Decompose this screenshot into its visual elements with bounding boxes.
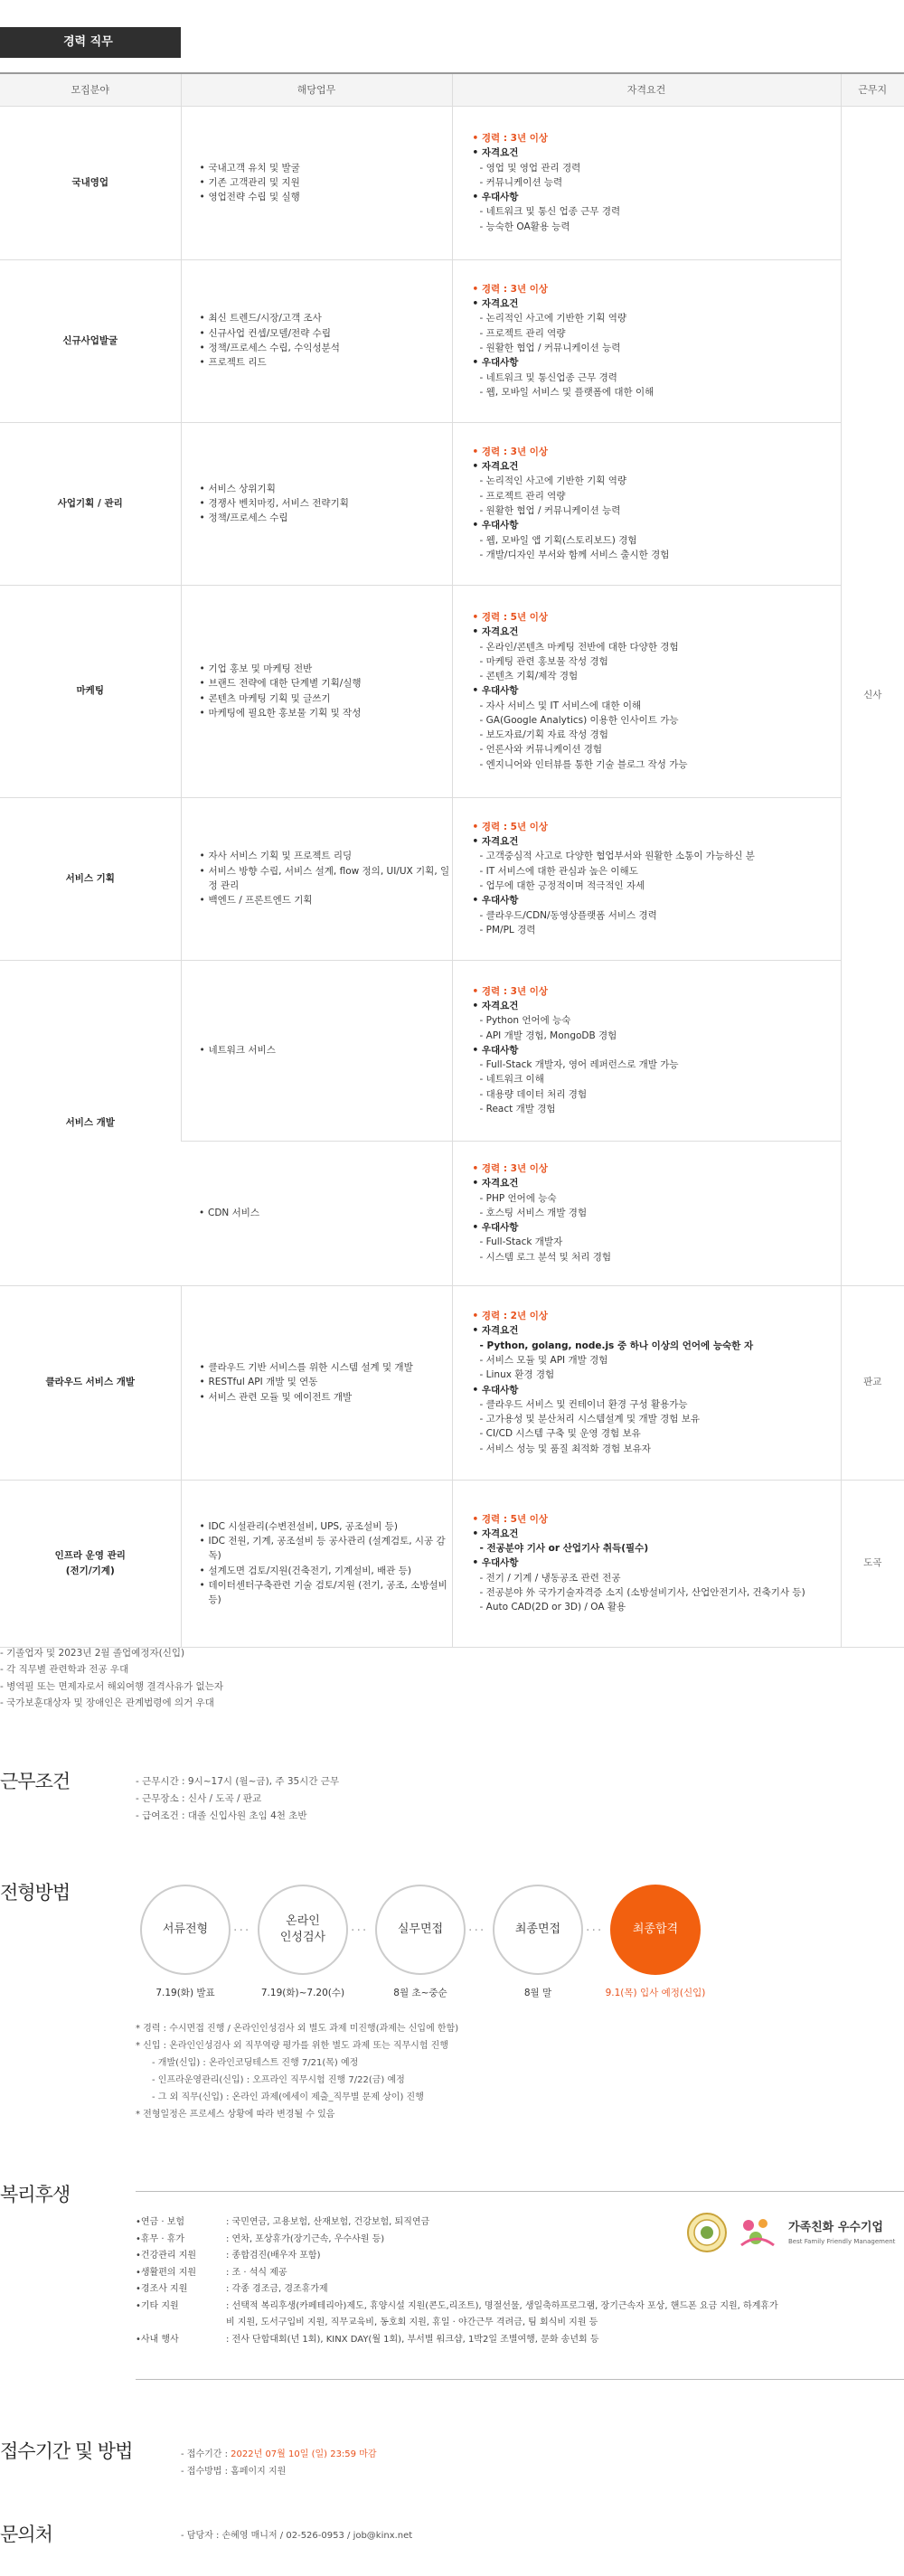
pref-heading: • 우대사항 xyxy=(472,357,519,369)
job-area: 국내영업 xyxy=(0,106,181,259)
job-tasks xyxy=(181,106,452,259)
note-item: - 병역필 또는 면제자로서 해외여행 결격사유가 없는자 xyxy=(0,1680,223,1692)
benefit-key: •건강관리 지원 xyxy=(136,2251,197,2261)
task-item: • 자사 서비스 기획 및 프로젝트 리딩 xyxy=(200,849,452,863)
qual-item: - 프로젝트 관리 역량 xyxy=(479,327,566,339)
qual-item: - Python, golang, node.js 중 하나 이상의 언어에 능숙한 자 xyxy=(479,1340,754,1351)
pref-item: - Auto CAD(2D or 3D) / OA 활용 xyxy=(479,1602,626,1613)
pref-item: - 네트워크 및 통신 업종 근무 경력 xyxy=(479,206,621,218)
table-row xyxy=(0,1285,904,1480)
pref-item: - 대용량 데이터 처리 경험 xyxy=(479,1088,588,1100)
qual-heading: • 자격요건 xyxy=(472,298,519,310)
work-location: 판교 xyxy=(841,1285,904,1480)
logo-title: 가족친화 우수기업 xyxy=(788,2220,883,2234)
task-item: • IDC 전원, 기계, 공조설비 등 공사관리 (설계검토, 시공 감독) xyxy=(200,1534,452,1564)
conditions-list xyxy=(136,1773,339,1825)
qual-item: - 영업 및 영업 관리 경력 xyxy=(479,162,581,174)
qual-heading: • 자격요건 xyxy=(472,1325,519,1337)
condition-item: - 근무시간 : 9시~17시 (월~금), 주 35시간 근무 xyxy=(136,1776,340,1787)
benefit-value: : 선택적 복리후생(카페테리아)제도, 휴양시설 지원(콘도,리조트), 명절선물, 생일축하프로그램, 장기근속자 포상, 핸드폰 요금 지원, 하계휴가비 지원, 도서구입비 지원, 직무교육비, 동호회 지원, 휴일 · 야간근무 격려금, 팀 회식비 지원 등 xyxy=(226,2300,778,2327)
process-step xyxy=(375,1885,466,1975)
qual-heading: • 자격요건 xyxy=(472,836,519,848)
experience-required: • 경력 : 2년 이상 xyxy=(472,1311,549,1322)
section-badge: 경력 직무 xyxy=(0,27,181,58)
job-tasks xyxy=(181,585,452,797)
qual-item: - 프로젝트 관리 역량 xyxy=(479,490,566,502)
qual-item: - 원활한 협업 / 커뮤니케이션 능력 xyxy=(479,505,621,516)
job-tasks xyxy=(181,797,452,960)
job-requirements xyxy=(452,1141,841,1285)
pref-heading: • 우대사항 xyxy=(472,685,519,697)
pref-item: - 언론사와 커뮤니케이션 경험 xyxy=(479,744,603,756)
job-requirements xyxy=(452,797,841,960)
task-item: • 신규사업 컨셉/모델/전략 수립 xyxy=(200,326,452,341)
process-note: * 전형일정은 프로세스 상황에 따라 변경될 수 있음 xyxy=(136,2110,335,2120)
qual-item: - Linux 환경 경험 xyxy=(479,1369,555,1381)
pref-heading: • 우대사항 xyxy=(472,520,519,531)
qual-item: - Python 언어에 능숙 xyxy=(479,1015,571,1027)
qual-item: - 호스팅 서비스 개발 경험 xyxy=(479,1207,588,1218)
step-connector: ··· xyxy=(586,1923,604,1938)
note-item: - 국가보훈대상자 및 장애인은 관계법령에 의거 우대 xyxy=(0,1697,214,1709)
apply-period-label: - 접수기간 : xyxy=(181,2449,231,2459)
qual-item: - 마케팅 관련 홍보물 작성 경험 xyxy=(479,655,608,667)
pref-item: - 전기 / 기계 / 냉동공조 관련 전공 xyxy=(479,1572,621,1584)
job-tasks xyxy=(181,422,452,585)
process-step-label: 최종합격 xyxy=(632,1922,679,1936)
process-note: * 신입 : 온라인인성검사 외 직무역량 평가를 위한 별도 과제 또는 직무시험 진행 xyxy=(136,2041,448,2051)
table-header: 자격요건 xyxy=(452,73,841,106)
pref-item: - Full-Stack 개발자, 영어 레퍼런스로 개발 가능 xyxy=(479,1059,679,1071)
task-item: • 기존 고객관리 및 지원 xyxy=(200,175,452,190)
job-area: 서비스 기획 xyxy=(0,797,181,960)
task-item: • 마케팅에 필요한 홍보물 기획 및 작성 xyxy=(200,706,452,720)
benefit-value: : 전사 단합대회(년 1회), KINX DAY(월 1회), 부서별 워크샵, 1박2일 조별여행, 문화 송년회 등 xyxy=(226,2334,599,2345)
qual-item: - 전공분야 기사 or 산업기사 취득(필수) xyxy=(479,1543,649,1555)
table-header: 근무지 xyxy=(841,73,904,106)
job-tasks xyxy=(181,1141,452,1285)
process-step-label: 최종면접 xyxy=(514,1922,561,1936)
job-tasks xyxy=(181,259,452,422)
benefit-value: : 연차, 포상휴가(장기근속, 우수사원 등) xyxy=(226,2233,385,2244)
benefit-value: : 각종 경조금, 경조휴가제 xyxy=(226,2284,328,2294)
qual-item: - 콘텐츠 기획/제작 경험 xyxy=(479,671,579,682)
table-row xyxy=(0,1480,904,1647)
job-area: 클라우드 서비스 개발 xyxy=(0,1285,181,1480)
job-requirements xyxy=(452,259,841,422)
benefit-key: •휴무 · 휴가 xyxy=(136,2233,185,2244)
condition-item: - 급여조건 : 대졸 신입사원 초임 4천 초반 xyxy=(136,1810,307,1821)
pref-item: - 네트워크 및 통신업종 근무 경력 xyxy=(479,371,617,383)
table-row xyxy=(0,585,904,797)
process-step xyxy=(610,1885,701,1975)
job-requirements xyxy=(452,960,841,1141)
note-item: - 각 직무별 관련학과 전공 우대 xyxy=(0,1664,129,1676)
apply-period-value: 2022년 07월 10일 (일) 23:59 마감 xyxy=(231,2449,377,2459)
pref-heading: • 우대사항 xyxy=(472,895,519,907)
job-tasks xyxy=(181,1480,452,1647)
qual-heading: • 자격요건 xyxy=(472,461,519,473)
process-step xyxy=(140,1885,231,1975)
process-step-date: 8월 말 xyxy=(523,1988,552,1998)
process-step-date: 8월 초~중순 xyxy=(393,1988,447,1998)
family-logo-text xyxy=(788,2219,895,2247)
pref-heading: • 우대사항 xyxy=(472,1557,519,1569)
table-header: 모집분야 xyxy=(0,73,181,106)
job-area: 인프라 운영 관리 (전기/기계) xyxy=(0,1480,181,1647)
divider xyxy=(136,2191,904,2192)
experience-required: • 경력 : 3년 이상 xyxy=(472,283,549,295)
qual-heading: • 자격요건 xyxy=(472,1178,519,1189)
experience-required: • 경력 : 3년 이상 xyxy=(472,1163,549,1175)
job-area: 마케팅 xyxy=(0,585,181,797)
work-location: 신사 xyxy=(841,106,904,1285)
table-row xyxy=(0,960,904,1141)
benefit-value: : 종합검진(배우자 포함) xyxy=(226,2251,321,2261)
pref-heading: • 우대사항 xyxy=(472,1384,519,1396)
task-item: • 영업전략 수립 및 실행 xyxy=(200,190,452,204)
experience-required: • 경력 : 5년 이상 xyxy=(472,821,549,832)
conditions-title: 근무조건 xyxy=(0,1771,71,1792)
contact-info: - 담당자 : 손혜영 매니저 / 02-526-0953 / job@kinx.net xyxy=(181,2531,413,2541)
task-item: • 백엔드 / 프론트엔드 기획 xyxy=(200,893,452,907)
qual-item: - 원활한 협업 / 커뮤니케이션 능력 xyxy=(479,343,621,353)
step-connector: ··· xyxy=(233,1923,251,1938)
qual-item: - 온라인/콘텐츠 마케팅 전반에 대한 다양한 경험 xyxy=(479,641,679,653)
benefit-key: •기타 지원 xyxy=(136,2300,179,2311)
task-item: • 정책/프로세스 수립 xyxy=(200,511,452,525)
task-item: • 서비스 관련 모듈 및 에이전트 개발 xyxy=(200,1390,452,1405)
qual-item: - 서비스 모듈 및 API 개발 경험 xyxy=(479,1354,608,1366)
certification-seal-icon xyxy=(687,2213,727,2252)
pref-item: - CI/CD 시스템 구축 및 운영 경험 보유 xyxy=(479,1428,641,1440)
benefit-row xyxy=(136,2299,786,2332)
benefit-key: •생활편의 지원 xyxy=(136,2267,197,2278)
family-logo-icon xyxy=(738,2214,777,2251)
task-item: • 브랜드 전략에 대한 단계별 기획/실행 xyxy=(200,676,452,691)
process-notes xyxy=(136,2020,458,2123)
eligibility-notes xyxy=(0,1645,223,1712)
table-header-row xyxy=(0,73,904,106)
family-friendly-logos xyxy=(687,2213,895,2252)
pref-item: - React 개발 경험 xyxy=(479,1103,556,1114)
pref-item: - 서비스 성능 및 품질 최적화 경험 보유자 xyxy=(479,1443,651,1454)
process-step-date: 7.19(화) 발표 xyxy=(155,1988,215,1998)
benefits-title: 복리후생 xyxy=(0,2184,71,2205)
job-requirements xyxy=(452,106,841,259)
task-item: • 서비스 방향 수립, 서비스 설계, flow 정의, UI/UX 기획, 일정 관리 xyxy=(200,864,452,894)
process-step-label: 서류전형 xyxy=(162,1922,209,1936)
qual-heading: • 자격요건 xyxy=(472,626,519,638)
pref-item: - 웹, 모바일 서비스 및 플랫폼에 대한 이해 xyxy=(479,386,654,398)
task-item: • 클라우드 기반 서비스를 위한 시스템 설계 및 개발 xyxy=(200,1360,452,1375)
qual-item: - PHP 언어에 능숙 xyxy=(479,1192,557,1204)
qual-item: - 고객중심적 사고로 다양한 협업부서와 원활한 소통이 가능하신 분 xyxy=(479,851,755,862)
pref-heading: • 우대사항 xyxy=(472,1044,519,1056)
pref-item: - 웹, 모바일 앱 기획(스토리보드) 경험 xyxy=(479,534,637,546)
task-item: • 최신 트렌드/시장/고객 조사 xyxy=(200,311,452,325)
process-step-date: 9.1(목) 입사 예정(신입) xyxy=(605,1988,706,1998)
qual-item: - API 개발 경험, MongoDB 경험 xyxy=(479,1029,617,1041)
experience-required: • 경력 : 3년 이상 xyxy=(472,985,549,997)
process-step xyxy=(258,1885,348,1975)
task-item: • 네트워크 서비스 xyxy=(200,1043,452,1058)
pref-item: - 고가용성 및 분산처리 시스템설계 및 개발 경험 보유 xyxy=(479,1414,701,1425)
pref-item: - 클라우드 서비스 및 컨테이너 환경 구성 활용가능 xyxy=(479,1398,688,1410)
process-note: - 그 외 직무(신입) : 온라인 과제(에세이 제출_직무별 문제 상이) 진행 xyxy=(152,2092,424,2102)
pref-item: - 시스템 로그 분석 및 처리 경험 xyxy=(479,1251,612,1263)
task-item: • 데이터센터구축관련 기술 검토/지원 (전기, 공조, 소방설비 등) xyxy=(200,1578,452,1608)
step-connector: ··· xyxy=(468,1923,486,1938)
job-requirements xyxy=(452,1285,841,1480)
pref-item: - Full-Stack 개발자 xyxy=(479,1236,563,1248)
qual-item: - 업무에 대한 긍정적이며 적극적인 자세 xyxy=(479,880,645,891)
table-row xyxy=(0,106,904,259)
condition-item: - 근무장소 : 신사 / 도곡 / 판교 xyxy=(136,1792,262,1804)
job-area: 서비스 개발 xyxy=(0,960,181,1285)
experience-required: • 경력 : 3년 이상 xyxy=(472,446,549,457)
process-note: * 경력 : 수시면접 진행 / 온라인인성검사 외 별도 과제 미진행(과제는 신입에 한함) xyxy=(136,2024,459,2034)
benefit-key: •사내 행사 xyxy=(136,2334,179,2345)
job-requirements xyxy=(452,585,841,797)
job-area: 사업기획 / 관리 xyxy=(0,422,181,585)
pref-heading: • 우대사항 xyxy=(472,1222,519,1234)
pref-item: - 클라우드/CDN/동영상플랫폼 서비스 경력 xyxy=(479,909,657,921)
logo-subtitle: Best Family Friendly Management xyxy=(788,2237,896,2245)
task-item: • 경쟁사 벤치마킹, 서비스 전략기획 xyxy=(200,496,452,511)
experience-required: • 경력 : 3년 이상 xyxy=(472,133,549,145)
pref-item: - 능숙한 OA활용 능력 xyxy=(479,221,570,232)
table-header: 해당업무 xyxy=(181,73,452,106)
note-item: - 기졸업자 및 2023년 2월 졸업예정자(신입) xyxy=(0,1648,185,1659)
benefit-row xyxy=(136,2281,786,2299)
task-item: • 기업 홍보 및 마케팅 전반 xyxy=(200,662,452,676)
job-requirements xyxy=(452,1480,841,1647)
benefit-key: •연금 · 보험 xyxy=(136,2217,185,2227)
pref-item: - 자사 서비스 및 IT 서비스에 대한 이해 xyxy=(479,700,642,711)
process-note: - 인프라운영관리(신입) : 오프라인 직무시험 진행 7/22(금) 예정 xyxy=(152,2075,405,2085)
process-step-label: 실무면접 xyxy=(397,1922,444,1936)
experience-required: • 경력 : 5년 이상 xyxy=(472,1513,549,1525)
job-tasks xyxy=(181,1285,452,1480)
pref-item: - 전공분야 外 국가기술자격증 소지 (소방설비기사, 산업안전기사, 건축기사 등) xyxy=(479,1586,805,1598)
task-item: • 국내고객 유치 및 발굴 xyxy=(200,161,452,175)
process-step-label: 온라인 인성검사 xyxy=(279,1913,326,1944)
task-item: • CDN 서비스 xyxy=(199,1206,452,1220)
contact-title: 문의처 xyxy=(0,2524,52,2545)
task-item: • 정책/프로세스 수립, 수익성분석 xyxy=(200,341,452,355)
job-area: 신규사업발굴 xyxy=(0,259,181,422)
apply-title: 접수기간 및 방법 xyxy=(0,2440,133,2462)
pref-item: - PM/PL 경력 xyxy=(479,924,536,935)
pref-item: - 네트워크 이해 xyxy=(479,1074,544,1086)
task-item: • RESTful API 개발 및 연동 xyxy=(200,1375,452,1389)
process-step-date: 7.19(화)~7.20(수) xyxy=(260,1988,345,1998)
task-item: • 설계도면 검토/지원(건축전기, 기계설비, 배관 등) xyxy=(200,1564,452,1578)
qual-heading: • 자격요건 xyxy=(472,147,519,159)
pref-item: - 개발/디자인 부서와 함께 서비스 출시한 경험 xyxy=(479,549,670,560)
pref-item: - GA(Google Analytics) 이용한 인사이트 가능 xyxy=(479,714,679,726)
experience-required: • 경력 : 5년 이상 xyxy=(472,612,549,624)
qual-item: - 커뮤니케이션 능력 xyxy=(479,176,563,188)
apply-info xyxy=(181,2446,377,2480)
qual-heading: • 자격요건 xyxy=(472,1528,519,1539)
qual-item: - 논리적인 사고에 기반한 기획 역량 xyxy=(479,313,626,324)
qual-item: - IT 서비스에 대한 관심과 높은 이해도 xyxy=(479,865,638,877)
table-row xyxy=(0,259,904,422)
apply-period xyxy=(181,2446,377,2463)
job-requirements xyxy=(452,422,841,585)
task-item: • 프로젝트 리드 xyxy=(200,355,452,370)
task-item: • IDC 시설관리(수변전설비, UPS, 공조설비 등) xyxy=(200,1519,452,1534)
apply-method: - 접수방법 : 홈페이지 지원 xyxy=(181,2467,287,2477)
benefit-key: •경조사 지원 xyxy=(136,2284,188,2294)
jobs-table xyxy=(0,72,904,1648)
job-tasks xyxy=(181,960,452,1141)
process-note: - 개발(신입) : 온라인코딩테스트 진행 7/21(목) 예정 xyxy=(152,2058,359,2068)
qual-item: - 논리적인 사고에 기반한 기획 역량 xyxy=(479,475,626,487)
table-row xyxy=(0,797,904,960)
pref-heading: • 우대사항 xyxy=(472,192,519,203)
task-item: • 서비스 상위기획 xyxy=(200,482,452,496)
process-step xyxy=(493,1885,583,1975)
benefit-value: : 조 · 석식 제공 xyxy=(226,2267,287,2278)
qual-heading: • 자격요건 xyxy=(472,1001,519,1012)
benefit-row xyxy=(136,2265,786,2282)
pref-item: - 엔지니어와 인터뷰를 통한 기술 블로그 작성 가능 xyxy=(479,758,688,770)
divider xyxy=(136,2379,904,2380)
benefit-value: : 국민연금, 고용보험, 산재보험, 건강보험, 퇴직연금 xyxy=(226,2217,430,2227)
table-row xyxy=(0,422,904,585)
step-connector: ··· xyxy=(351,1923,369,1938)
process-title: 전형방법 xyxy=(0,1882,71,1904)
work-location: 도곡 xyxy=(841,1480,904,1647)
benefit-row xyxy=(136,2332,786,2349)
pref-item: - 보도자료/기획 자료 작성 경험 xyxy=(479,729,608,741)
task-item: • 콘텐츠 마케팅 기획 및 글쓰기 xyxy=(200,691,452,706)
